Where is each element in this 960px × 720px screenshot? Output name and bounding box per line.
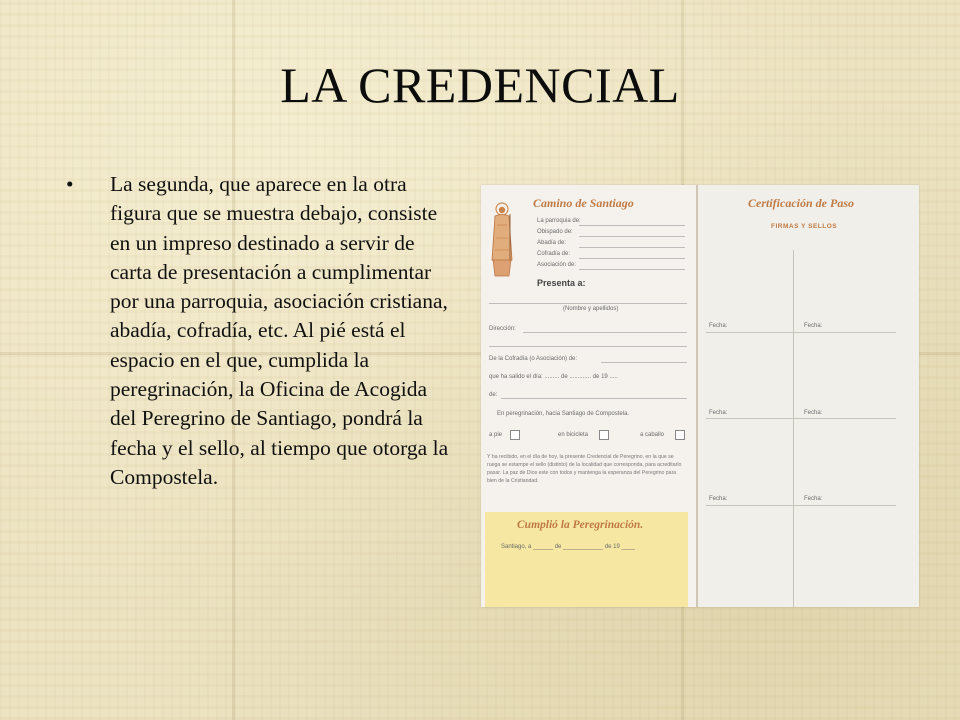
- de-label: de:: [489, 392, 498, 398]
- form-field-line: [523, 332, 687, 333]
- bullet-text: La segunda, que aparece en la otra figura que se muestra debajo, consiste en un impreso destinado a servir de carta de presentación a cumplimentar por una parroquia, asociación cristiana, abadía, cofradía, etc. Al pié está el espacio en el que, cumplida la peregrinación, la Oficina de Acogida del Peregrino de Santiago, pondrá la fecha y el sello, al tiempo que otorga la Compostela.: [110, 172, 449, 489]
- form-field-line: [579, 247, 685, 248]
- a-pie-checkbox: [510, 430, 520, 440]
- form-field-line: [489, 346, 687, 347]
- form-field-label: Obispado de:: [537, 229, 573, 235]
- form-field-line: [579, 225, 685, 226]
- fecha-label: Fecha:: [709, 410, 728, 416]
- fecha-label: Fecha:: [804, 496, 823, 502]
- fecha-label: Fecha:: [804, 410, 823, 416]
- form-field-label: La parroquia de:: [537, 218, 581, 224]
- credencial-left-panel: [481, 185, 696, 607]
- bullet-icon: •: [66, 172, 74, 196]
- cumplio-section: [485, 512, 688, 607]
- credencial-paragraph: Y ha recibido, en el día de hoy, la presente Credencial de Peregrino, en la que se ruega se estampe el sello (distinto) de la localidad que corresponda, para acreditarlo pasar. La paz de Dios este con todos y mantenga la esperanza del Peregrino para bien de la Cristiandad.: [487, 454, 682, 484]
- peregrinacion-label: En peregrinación, hacia Santiago de Compostela.: [497, 411, 630, 417]
- transport-label: en bicicleta: [558, 432, 589, 438]
- credencial-right-heading: Certificación de Paso: [748, 196, 854, 210]
- form-field-line: [601, 362, 687, 363]
- stamp-grid-line: [706, 418, 896, 419]
- presenta-label: Presenta a:: [537, 278, 586, 288]
- form-field-line: [579, 258, 685, 259]
- cofradia-label: De la Cofradía (o Asociación) de:: [489, 356, 578, 362]
- fecha-salida-label: que ha salido el día: ......... de ............. de 19 .....: [489, 374, 618, 380]
- credencial-right-panel: [698, 185, 919, 607]
- form-field-label: Asociación de:: [537, 262, 577, 268]
- stamp-grid-line: [793, 250, 794, 607]
- stamp-grid-line: [706, 332, 896, 333]
- form-field-label: Cofradía de:: [537, 251, 571, 257]
- credencial-left-heading: Camino de Santiago: [533, 196, 634, 210]
- nombre-caption: (Nombre y apellidos): [563, 306, 619, 312]
- slide-title: LA CREDENCIAL: [280, 57, 680, 113]
- fecha-label: Fecha:: [709, 496, 728, 502]
- form-field-label: Abadía de:: [537, 240, 567, 246]
- bicicleta-checkbox: [599, 430, 609, 440]
- saint-james-icon: [489, 200, 515, 282]
- stamp-grid-line: [706, 505, 896, 506]
- bullet-list: [66, 170, 458, 492]
- fecha-label: Fecha:: [709, 323, 728, 329]
- firmas-sellos-label: FIRMAS Y SELLOS: [771, 223, 838, 230]
- cumplio-date-line: Santiago, a ______ de ____________ de 19 ____: [501, 544, 635, 550]
- form-field-line: [489, 303, 687, 304]
- form-field-line: [501, 398, 687, 399]
- transport-label: a caballo: [640, 432, 665, 438]
- credencial-image: [481, 185, 919, 607]
- form-field-line: [579, 236, 685, 237]
- caballo-checkbox: [675, 430, 685, 440]
- transport-label: a pie: [489, 432, 503, 438]
- direccion-label: Dirección:: [489, 326, 516, 332]
- bullet-item: [66, 170, 458, 492]
- cumplio-heading: Cumplió la Peregrinación.: [517, 519, 644, 531]
- fecha-label: Fecha:: [804, 323, 823, 329]
- form-field-line: [579, 269, 685, 270]
